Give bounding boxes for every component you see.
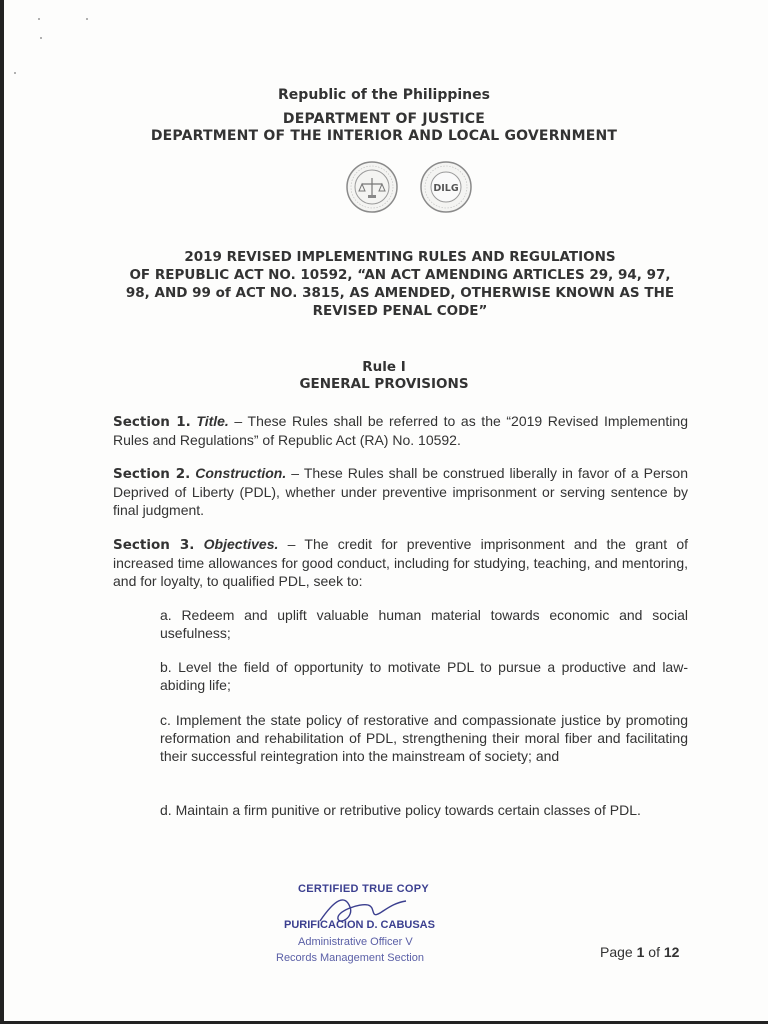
objective-item-d: d. Maintain a firm punitive or retributive policy towards certain classes of PDL.	[160, 802, 641, 818]
section-text: The credit for preventive imprisonment and the grant of increased time allowances for good conduct, including for studying, teaching, and mentoring, and for loyalty, to qualified PDL, seek to:	[113, 536, 689, 589]
section-heading: Objectives.	[203, 536, 279, 552]
page-total: 12	[663, 944, 680, 960]
section-label: Section 2.	[113, 466, 191, 482]
section-dash: –	[228, 413, 248, 429]
certified-true-copy-stamp	[270, 883, 470, 973]
page-current: 1	[636, 944, 645, 960]
act-title-line-1: 2019 REVISED IMPLEMENTING RULES AND REGULATIONS	[184, 249, 616, 265]
page-number	[600, 944, 679, 960]
header-republic: Republic of the Philippines	[278, 87, 490, 103]
stamp-position: Administrative Officer V	[298, 936, 413, 948]
objective-item-b: b. Level the field of opportunity to motivate PDL to pursue a productive and law-abiding life;	[160, 659, 688, 693]
objective-item-c: c. Implement the state policy of restorative and compassionate justice by promoting reformation and rehabilitation of PDL, strengthening their moral fiber and facilitating their successful reintegration into the mainstream of society; and	[160, 712, 688, 764]
rule-name: GENERAL PROVISIONS	[299, 376, 469, 392]
header-doj: DEPARTMENT OF JUSTICE	[282, 111, 486, 127]
section-text: These Rules shall be construed liberally in favor of a Person Deprived of Liberty (PDL), whether under preventive imprisonment or serving sentence by final judgment.	[113, 465, 688, 518]
dilg-seal-label: DILG	[433, 183, 459, 194]
section-heading: Title.	[196, 413, 229, 429]
agency-seals	[345, 160, 480, 215]
section-2	[113, 464, 688, 519]
scan-edge-left	[0, 0, 4, 1024]
section-text: These Rules shall be referred to as the “2019 Revised Implementing Rules and Regulations” of Republic Act (RA) No. 10592.	[113, 413, 688, 448]
section-heading: Construction.	[195, 465, 287, 481]
section-1	[113, 412, 688, 449]
section-label: Section 1.	[113, 414, 191, 430]
stamp-title: CERTIFIED TRUE COPY	[298, 883, 429, 895]
act-title-line-3: 98, AND 99 of ACT NO. 3815, AS AMENDED, OTHERWISE KNOWN AS THE	[125, 285, 675, 301]
stamp-name: PURIFICACION D. CABUSAS	[284, 919, 435, 931]
objective-item-a: a. Redeem and uplift valuable human material towards economic and social usefulness;	[160, 607, 688, 641]
section-dash: –	[278, 536, 305, 552]
section-label: Section 3.	[113, 537, 195, 553]
page-middle: of	[644, 944, 664, 960]
stamp-section: Records Management Section	[276, 952, 424, 964]
page-prefix: Page	[600, 944, 637, 960]
section-3	[113, 535, 688, 590]
section-dash: –	[286, 465, 304, 481]
rule-number: Rule I	[362, 359, 406, 375]
act-title-line-4: REVISED PENAL CODE”	[312, 303, 488, 319]
header-dilg: DEPARTMENT OF THE INTERIOR AND LOCAL GOVERNMENT	[150, 128, 618, 144]
doj-seal-icon	[345, 160, 399, 214]
act-title-line-2: OF REPUBLIC ACT NO. 10592, “AN ACT AMENDING ARTICLES 29, 94, 97,	[129, 267, 671, 283]
dilg-seal-icon	[419, 160, 473, 214]
